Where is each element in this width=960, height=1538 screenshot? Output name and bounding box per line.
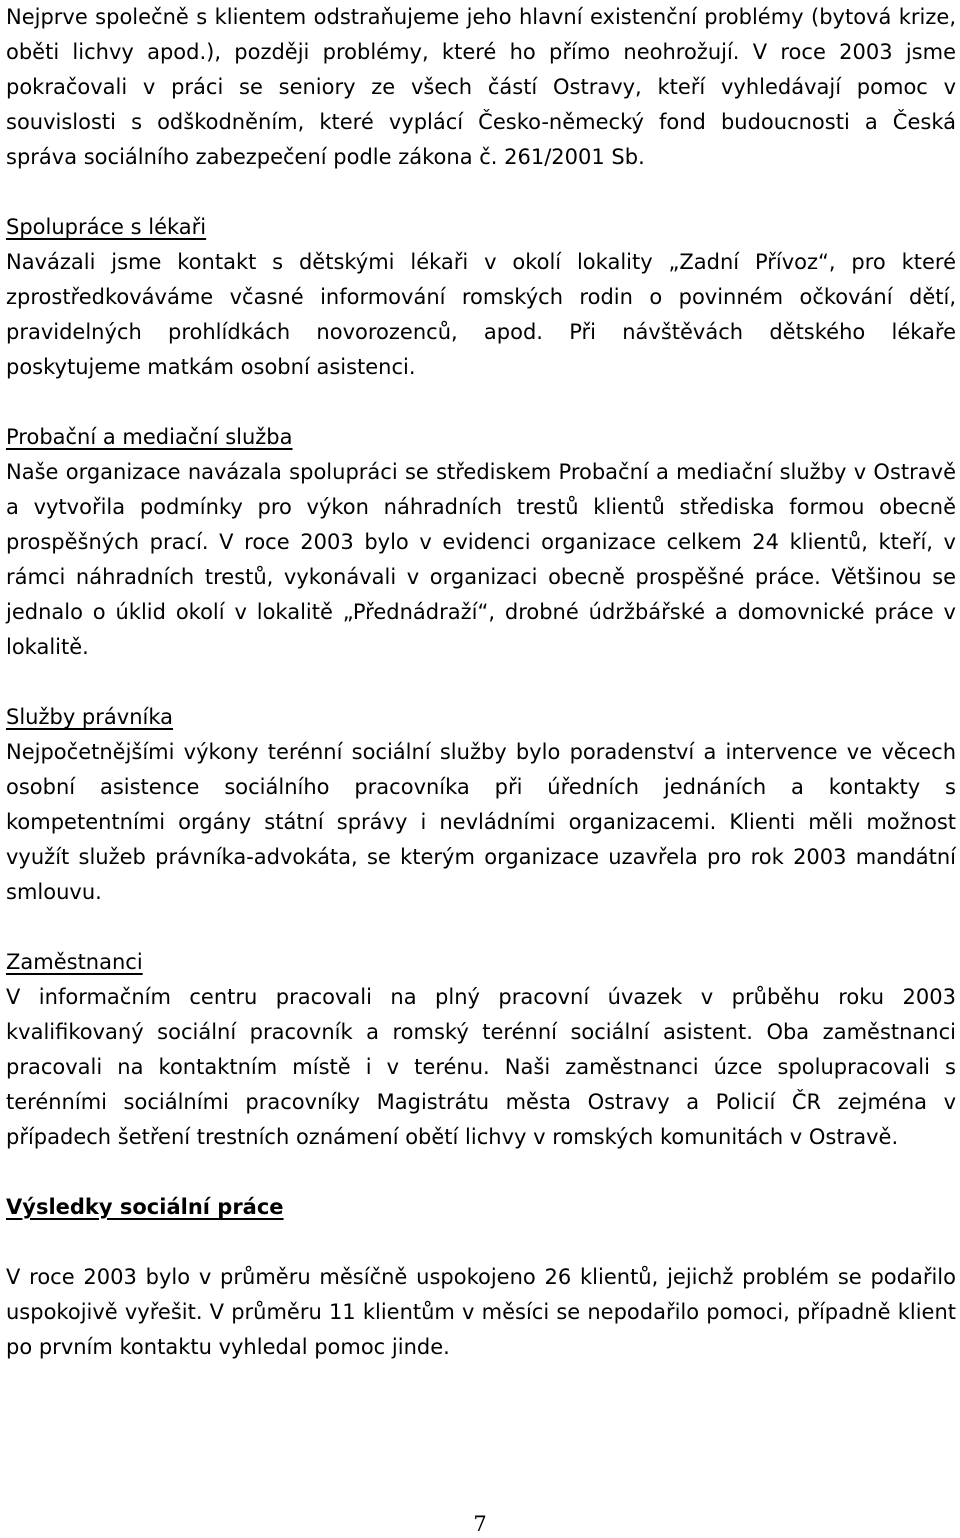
results-heading: Výsledky sociální práce bbox=[6, 1195, 284, 1219]
section-heading: Služby právníka bbox=[6, 705, 173, 729]
section-doctors bbox=[6, 210, 956, 385]
section-probation bbox=[6, 420, 956, 665]
section-heading: Probační a mediační služba bbox=[6, 425, 293, 449]
spacer bbox=[6, 175, 956, 210]
page-number: 7 bbox=[473, 1512, 487, 1536]
section-paragraph: Nejpočetnějšími výkony terénní sociální služby bylo poradenství a intervence ve věcech osobní asistence sociálního pracovníka při úředních jednáních a kontakty s kompetentními orgány státní správy i nevládními organizacemi. Klienti měli možnost využít služeb právníka-advokáta, se kterým organizace uzavřela pro rok 2003 mandátní smlouvu. bbox=[6, 740, 956, 904]
intro-paragraph: Nejprve společně s klientem odstraňujeme jeho hlavní existenční problémy (bytová krize, oběti lichvy apod.), později problémy, které ho přímo neohrožují. V roce 2003 jsme pokračovali v práci se seniory ze všech částí Ostravy, kteří vyhledávají pomoc v souvislosti s odškodněním, které vyplácí Česko-německý fond budoucnosti a Česká správa sociálního zabezpečení podle zákona č. 261/2001 Sb. bbox=[6, 5, 956, 169]
section-staff bbox=[6, 945, 956, 1155]
section-lawyer bbox=[6, 700, 956, 910]
spacer bbox=[6, 665, 956, 700]
document-page bbox=[6, 0, 956, 1365]
spacer bbox=[6, 910, 956, 945]
section-paragraph: V informačním centru pracovali na plný pracovní úvazek v průběhu roku 2003 kvalifikovaný sociální pracovník a romský terénní sociální asistent. Oba zaměstnanci pracovali na kontaktním místě i v terénu. Naši zaměstnanci úzce spolupracovali s terénními sociálními pracovníky Magistrátu města Ostravy a Policií ČR zejména v případech šetření trestních oznámení obětí lichvy v romských komunitách v Ostravě. bbox=[6, 985, 956, 1149]
section-paragraph: Naše organizace navázala spolupráci se střediskem Probační a mediační služby v Ostravě a vytvořila podmínky pro výkon náhradních trestů klientů střediska formou obecně prospěšných prací. V roce 2003 bylo v evidenci organizace celkem 24 klientů, kteří, v rámci náhradních trestů, vykonávali v organizaci obecně prospěšné práce. Většinou se jednalo o úklid okolí v lokalitě „Přednádraží“, drobné údržbářské a domovnické práce v lokalitě. bbox=[6, 460, 956, 659]
spacer bbox=[6, 1225, 956, 1260]
spacer bbox=[6, 385, 956, 420]
results-paragraph: V roce 2003 bylo v průměru měsíčně uspokojeno 26 klientů, jejichž problém se podařilo uspokojivě vyřešit. V průměru 11 klientům v měsíci se nepodařilo pomoci, případně klient po prvním kontaktu vyhledal pomoc jinde. bbox=[6, 1265, 956, 1359]
spacer bbox=[6, 1155, 956, 1190]
section-heading: Spolupráce s lékaři bbox=[6, 215, 207, 239]
section-results bbox=[6, 1190, 956, 1365]
section-heading: Zaměstnanci bbox=[6, 950, 143, 974]
section-paragraph: Navázali jsme kontakt s dětskými lékaři v okolí lokality „Zadní Přívoz“, pro které zprostředkováváme včasné informování romských rodin o povinném očkování dětí, pravidelných prohlídkách novorozenců, apod. Při návštěvách dětského lékaře poskytujeme matkám osobní asistenci. bbox=[6, 250, 956, 379]
